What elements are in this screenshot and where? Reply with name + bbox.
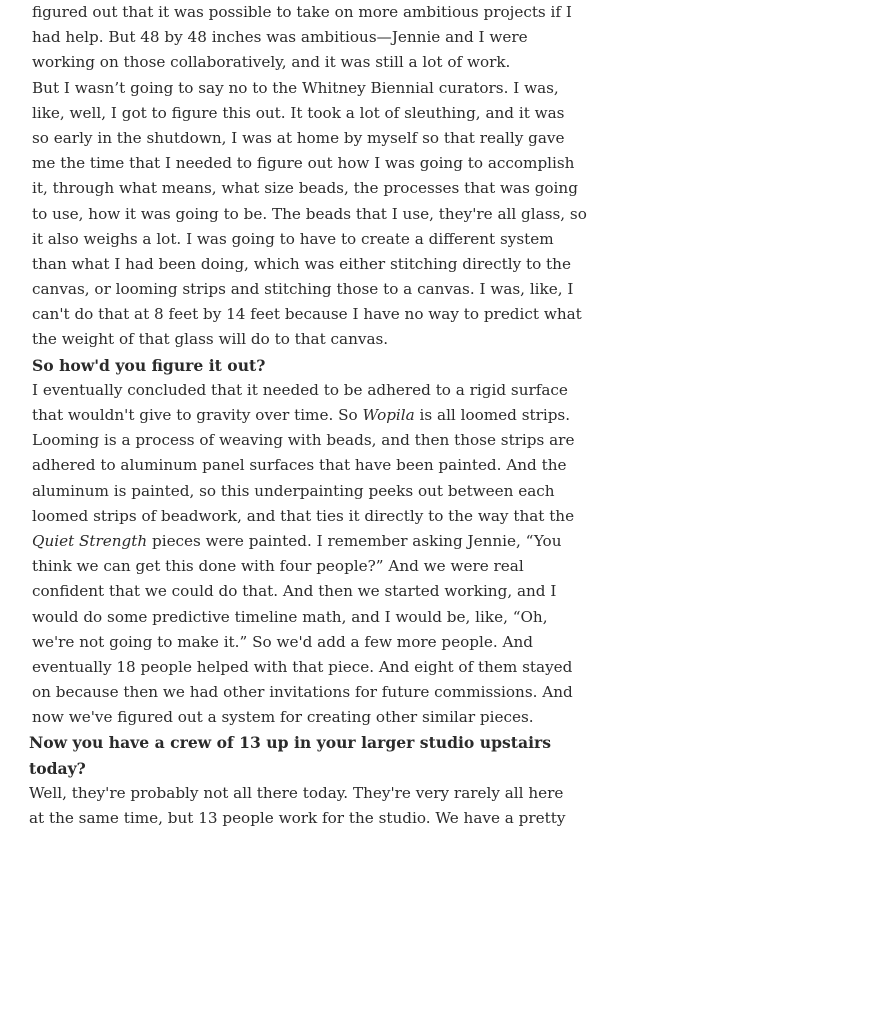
paragraph-wopila [32,378,575,731]
text-line: Now you have a crew of 13 up in your larger studio upstairs [29,733,552,753]
text-line: I eventually concluded that it needed to be adhered to a rigid surface [32,380,568,399]
text-line: to use, how it was going to be. The beads that I use, they're all glass, so [32,204,587,223]
article-body [29,0,587,831]
text-line: adhered to aluminum panel surfaces that have been painted. And the [32,456,567,475]
text-line: would do some predictive timeline math, and I would be, like, “Oh, [32,607,548,626]
text-line: it, through what means, what size beads, the processes that was going [32,179,578,198]
text-line: think we can get this done with four people?” And we were real [32,557,524,576]
text-line: Looming is a process of weaving with beads, and then those strips are [32,431,575,450]
text-line: the weight of that glass will do to that canvas. [32,330,389,349]
text-line: at the same time, but 13 people work for the studio. We have a pretty [29,809,566,828]
interview-question [29,730,559,780]
text-fragment: pieces were painted. I remember asking Jennie, “You [147,531,562,550]
paragraph-studio-crew [29,781,566,831]
artwork-title: Wopila [362,406,415,425]
text-line: me the time that I needed to figure out how I was going to accomplish [32,154,575,173]
text-line: aluminum is painted, so this underpainting peeks out between each [32,481,555,500]
text-line: on because then we had other invitations for future commissions. And [32,683,573,702]
text-line: confident that we could do that. And then we started working, and I [32,582,557,601]
text-line: now we've figured out a system for creating other similar pieces. [32,708,534,727]
text-line: like, well, I got to figure this out. It took a lot of sleuthing, and it was [32,103,565,122]
text-line: we're not going to make it.” So we'd add a few more people. And [32,632,533,651]
text-line: figured out that it was possible to take on more ambitious projects if I [32,3,572,21]
text-line [32,403,571,428]
text-line: eventually 18 people helped with that piece. And eight of them stayed [32,657,573,676]
text-line: than what I had been doing, which was either stitching directly to the [32,254,571,273]
text-line: But I wasn’t going to say no to the Whitney Biennial curators. I was, [32,78,559,97]
text-line: it also weighs a lot. I was going to have to create a different system [32,229,554,248]
text-line: loomed strips of beadwork, and that ties it directly to the way that the [32,506,575,525]
text-line: Well, they're probably not all there today. They're very rarely all here [29,783,564,802]
text-fragment: is all loomed strips. [414,406,571,425]
text-line: canvas, or looming strips and stitching those to a canvas. I was, like, I [32,280,574,299]
text-line [32,529,562,554]
paragraph-whitney-biennial [32,76,587,353]
text-line: today? [29,758,86,778]
paragraph-collaboration [32,0,572,76]
text-line: so early in the shutdown, I was at home by myself so that really gave [32,128,565,147]
text-line: working on those collaboratively, and it was still a lot of work. [32,53,511,72]
text-fragment: that wouldn't give to gravity over time. So [32,406,363,425]
text-line: can't do that at 8 feet by 14 feet because I have no way to predict what [32,305,582,324]
interview-question: So how'd you figure it out? [32,355,266,375]
artwork-title: Quiet Strength [32,531,148,550]
text-line: had help. But 48 by 48 inches was ambitious—Jennie and I were [32,28,528,47]
